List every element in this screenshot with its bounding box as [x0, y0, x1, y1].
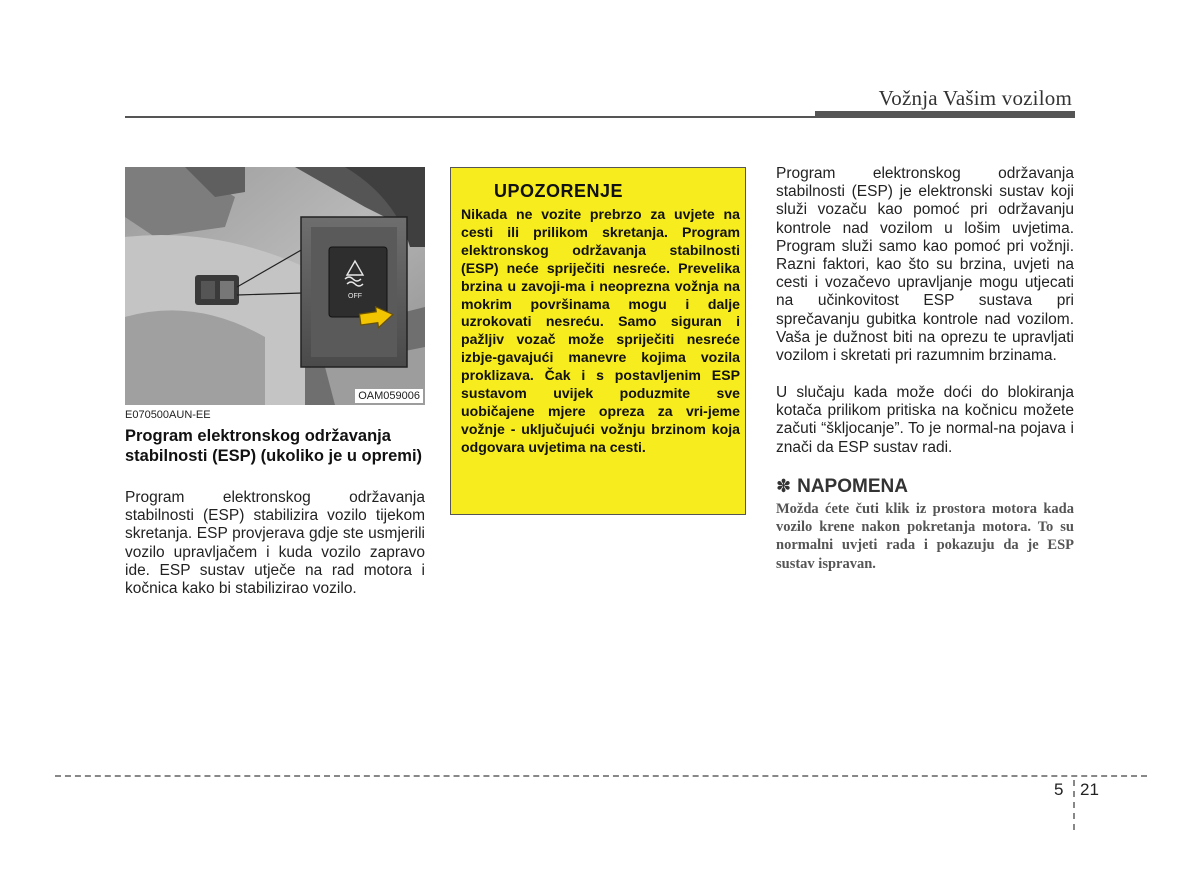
note-heading	[776, 476, 908, 498]
chapter-number: 5	[1054, 780, 1064, 799]
page-number: 21	[1080, 780, 1099, 799]
header-rule	[125, 116, 815, 118]
warning-box	[450, 167, 746, 515]
warning-title: UPOZORENJE	[494, 181, 624, 201]
note-star-icon: ✽	[776, 476, 792, 496]
footer-rule	[55, 775, 1147, 777]
note-text: Možda ćete čuti klik iz prostora motora kada vozilo krene nakon pokretanja motora. To su normalni uvjeti rada i pokazuju da je ESP sustav ispravan.	[776, 501, 1074, 572]
brake-noise-paragraph: U slučaju kada može doći do blokiranja kotača prilikom pritiska na kočnicu možete začuti “škljocanje”. To je normal-na pojava i znači da ESP sustav radi.	[776, 384, 1074, 456]
esp-button-photo	[125, 167, 425, 405]
header-rule-accent	[815, 111, 1075, 118]
off-label: OFF	[348, 293, 362, 300]
section-title: Program elektronskog održavanja stabilnosti (ESP) (ukoliko je u opremi)	[125, 427, 423, 465]
running-header: Vožnja Vašim vozilom	[878, 86, 1072, 110]
note-heading-label: NAPOMENA	[797, 476, 908, 497]
reference-code: E070500AUN-EE	[125, 409, 211, 421]
warning-text: Nikada ne vozite prebrzo za uvjete na cesti ili prilikom skretanja. Program elektronskog održavanja stabilnosti (ESP) neće spriječiti nesreće. Prevelika brzina u zavoji-ma i neoprezna vožnja na mokrim površinama mogu i dalje uzrokovati nesreću. Samo siguran i pažljiv vozač može spriječiti nesreće izbje-gavajući manevre kojima vozila proklizava. Čak i s postavljenim ESP sustavom uvijek poduzmite sve uobičajene mjere opreza za vri-jeme vožnje - uključujući vožnju brzinom koja odgovara uvjetima na cesti.	[461, 206, 740, 455]
esp-description: Program elektronskog održavanja stabilnosti (ESP) stabilizira vozilo tijekom skretanja. ESP provjerava gdje ste usmjerili vozilo upravljačem i kuda vozilo zapravo ide. ESP sustav utječe na rad motora i kočnica kako bi stabilizirao vozilo.	[125, 489, 425, 598]
footer-divider	[1073, 780, 1075, 830]
esp-system-paragraph: Program elektronskog održavanja stabilnosti (ESP) je elektronski sustav koji služi vozaču kao pomoć pri održavanju kontrole nad vozilom u lošim uvjetima. Program služi samo kao pomoć pri vožnji. Razni faktori, kao što su brzina, uvjeti na cesti i vozačevo upravljanje mogu utjecati na učinkovitost ESP sustava pri sprečavanju gubitka kontrole nad vozilom. Vaša je dužnost biti na oprezu te upravljati vozilom i skretati pri razumnim brzinama.	[776, 165, 1074, 365]
figure-code: OAM059006	[355, 389, 423, 403]
